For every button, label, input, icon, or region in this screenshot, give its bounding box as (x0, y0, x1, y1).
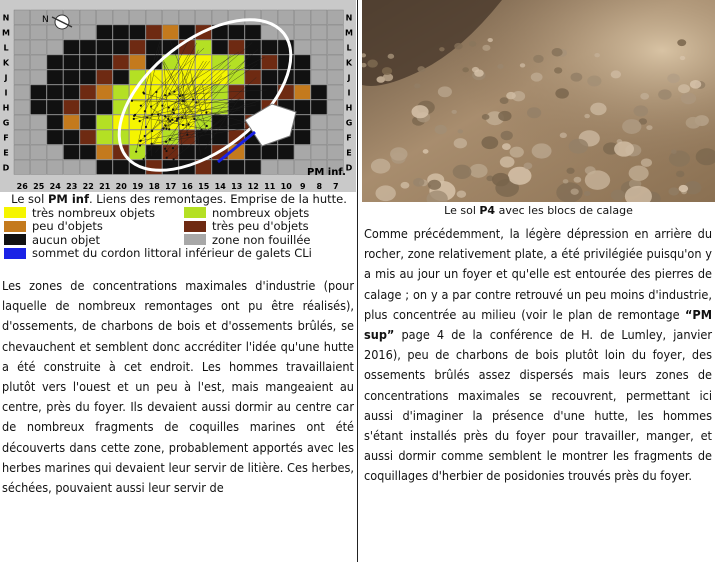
column-label: 18 (148, 182, 160, 191)
row-label: M (345, 28, 353, 38)
photo-caption-bold: P4 (479, 204, 496, 217)
legend-item: zone non fouillée (184, 233, 354, 247)
row-label: K (2, 58, 10, 68)
excavation-grid-map (0, 0, 356, 192)
column-label: 12 (247, 182, 259, 191)
row-label: G (2, 118, 10, 128)
column-label: 15 (198, 182, 210, 191)
row-label: I (347, 88, 351, 98)
column-label: 25 (33, 182, 45, 191)
row-label: L (3, 43, 9, 53)
legend-item: très peu d'objets (184, 219, 354, 233)
legend-item: très nombreux objets (4, 206, 184, 220)
column-label: 20 (115, 182, 127, 191)
column-label: 14 (214, 182, 226, 191)
photo-caption (362, 204, 715, 217)
column-label: 17 (165, 182, 177, 191)
row-label: N (2, 13, 10, 23)
column-label: 7 (332, 182, 339, 191)
row-label: J (4, 73, 8, 83)
map-legend (4, 206, 354, 260)
row-label: F (346, 133, 352, 143)
row-label: D (2, 163, 10, 173)
legend-item: sommet du cordon littoral inférieur de galets CLi (4, 246, 354, 260)
map-caption-post: . Liens des remontages. Emprise de la hutte. (88, 192, 347, 206)
column-label: 11 (264, 182, 276, 191)
row-label: G (345, 118, 353, 128)
row-label: J (347, 73, 351, 83)
column-divider (357, 0, 358, 562)
compass-label: N (42, 15, 49, 25)
row-label: L (346, 43, 352, 53)
row-label: F (3, 133, 9, 143)
row-label: H (2, 103, 10, 113)
column-label: 24 (49, 182, 61, 191)
row-label: D (345, 163, 353, 173)
row-label: N (345, 13, 353, 23)
column-label: 26 (16, 182, 28, 191)
map-caption (4, 193, 354, 206)
photo-caption-pre: Le sol (444, 204, 480, 217)
legend-item: peu d'objets (4, 219, 184, 233)
row-label: E (3, 148, 9, 158)
site-photo-p4 (362, 0, 715, 202)
map-caption-bold: PM inf (47, 192, 89, 206)
right-paragraph: Comme précédemment, la légère dépression en arrière du rocher, zone relativement plate, a été privilégiée puisqu'on y a mis au jour un foyer et qu'elle est entourée des pierres de calage ; on y a par contre retrouvé un peu moins d'industrie, plus concentrée au milieu (voir le plan de remontage “PM sup” page 4 de la conférence de H. de Lumley, janvier 2016), peu de charbons de bois plutôt loin du foyer, des ossements brûlés assez dispersés mais leurs zones de concentrations maximales se recouvrent, permettant ici aussi d'imaginer la présence d'une hutte, les hommes s'étant installés près du foyer pour travailler, manger, et aussi dormir comme semblent le montrer les fragments de coquillages d'herbier de posidonies trouvés près du foyer. (364, 226, 712, 484)
map-caption-pre: Le sol (11, 192, 48, 206)
column-label: 19 (132, 182, 144, 191)
column-label: 9 (299, 182, 306, 191)
row-label: K (345, 58, 353, 68)
legend-item: aucun objet (4, 233, 184, 247)
row-label: H (345, 103, 353, 113)
column-label: 21 (99, 182, 111, 191)
photo-caption-post: avec les blocs de calage (495, 204, 633, 217)
column-label: 13 (231, 182, 243, 191)
row-label: E (346, 148, 352, 158)
row-label: I (4, 88, 8, 98)
row-label: M (2, 28, 10, 38)
legend-item: nombreux objets (184, 206, 354, 220)
column-label: 23 (66, 182, 78, 191)
column-label: 8 (316, 182, 323, 191)
map-corner-label: PM inf. (307, 167, 346, 178)
left-paragraph: Les zones de concentrations maximales d'industrie (pour laquelle de nombreux remontages ont pu être réalisés), d'ossements, de charbons de bois et d'ossements brûlés, se chevauchent et semblent donc accréditer l'idée qu'une hutte a été construite à cet endroit. Les hommes travaillaient plutôt vers l'ouest et un peu à l'est, mais mangeaient au centre, près du foyer. Ils devaient aussi dormir au centre car de nombreux fragments de coquilles marines ont été découverts dans cette zone, probablement apportés avec les herbes marines qui devaient leur servir de litière. Ces herbes, séchées, pouvaient aussi leur servir de (2, 278, 354, 496)
column-label: 10 (280, 182, 292, 191)
column-label: 16 (181, 182, 193, 191)
column-label: 22 (82, 182, 94, 191)
